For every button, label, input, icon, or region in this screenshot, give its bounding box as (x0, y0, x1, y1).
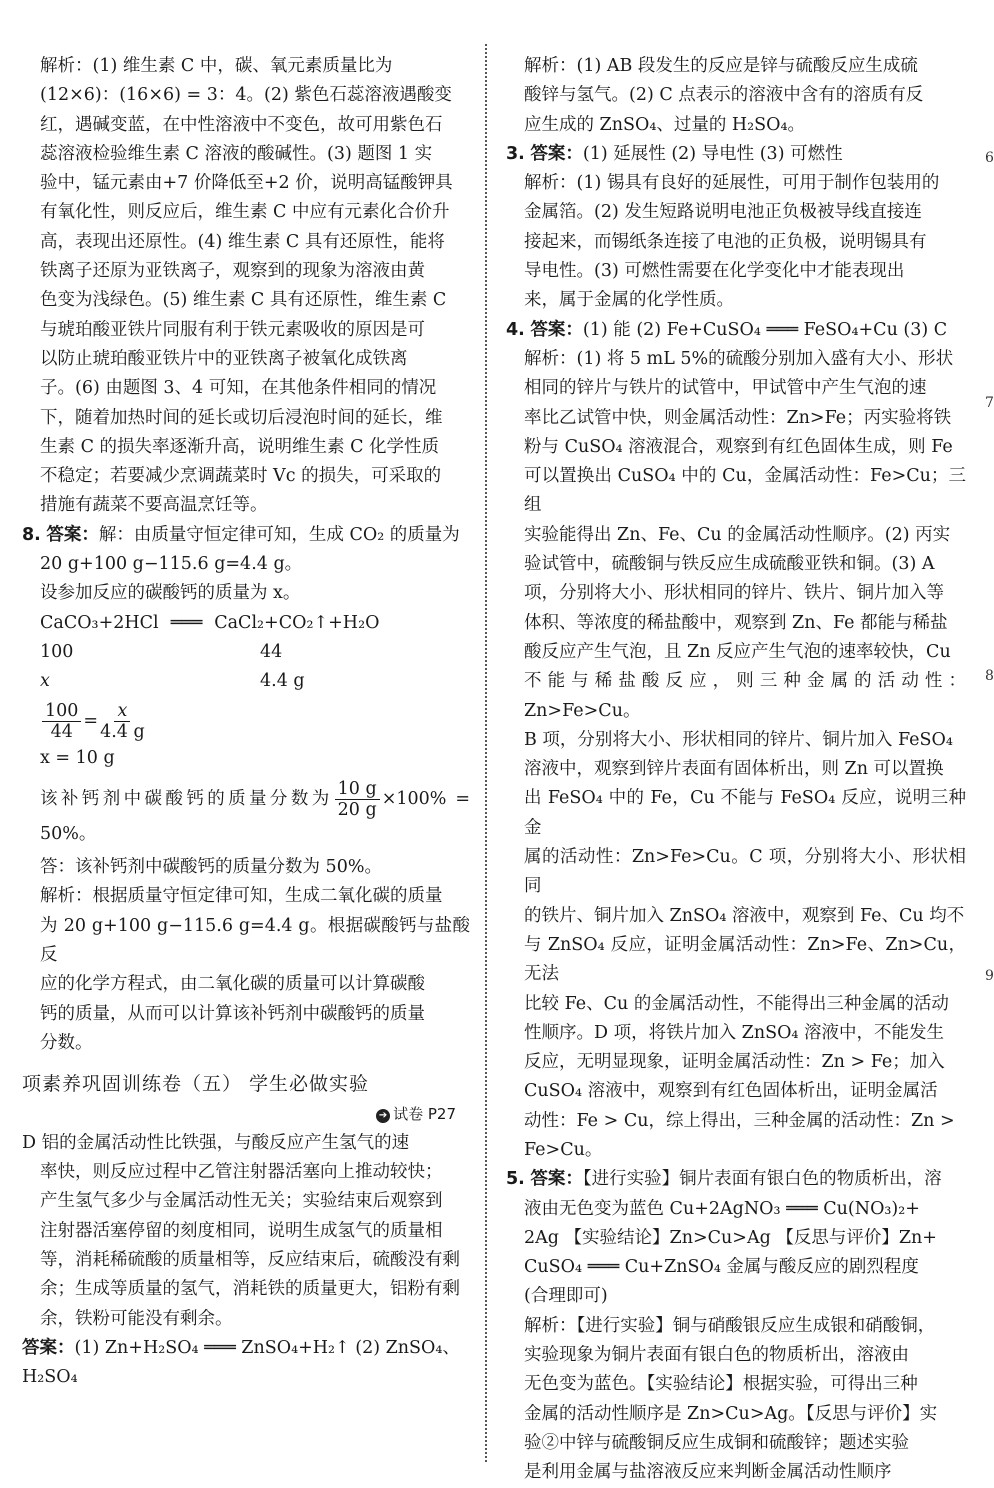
text-line: 与琥珀酸亚铁片同服有利于铁元素吸收的原因是可 (40, 319, 425, 340)
text-line: 溶液中，观察到锌片表面有固体析出，则 Zn 可以置换 (524, 759, 944, 780)
text-line: (12×6)：(16×6) = 3：4。(2) 紫色石蕊溶液遇酸变 (40, 85, 452, 106)
text-line: 实验现象为铜片表面有银白色的物质析出，溶液由 (524, 1345, 909, 1366)
text-line: 措施有蔬菜不要高温烹饪等。 (40, 495, 268, 516)
answer-label: 答案： (530, 319, 583, 340)
text-line: 体积、等浓度的稀盐酸中，观察到 Zn、Fe 都能与稀盐 (524, 612, 948, 633)
text-line: 是利用金属与盐溶液反应来判断金属活动性顺序 (524, 1462, 892, 1483)
numerator: 100 (42, 701, 81, 722)
ratio-formula (22, 701, 470, 742)
text-line: 解析：(1) AB 段发生的反应是锌与硫酸反应生成硫 (524, 56, 918, 76)
denominator: 44 (50, 721, 73, 742)
text-span: ×100% = 50%。 (40, 788, 471, 844)
answer-line (506, 1165, 966, 1194)
page-reference (22, 1100, 456, 1129)
text-line: 生素 C 的损失率逐渐升高，说明维生素 C 化学性质 (40, 436, 440, 457)
right-column (506, 52, 966, 1488)
text-line: (合理即可) (524, 1286, 608, 1307)
text-line: 与 ZnSO₄ 反应，证明金属活动性：Zn>Fe、Zn>Cu，无法 (524, 934, 966, 985)
text-line: 解析：(1) 维生素 C 中，碳、氧元素质量比为 (40, 56, 393, 76)
final-answer: 答：该补钙剂中碳酸钙的质量分数为 50%。 (40, 857, 382, 878)
text-line: 为 20 g+100 g−115.6 g=4.4 g。根据碳酸钙与盐酸反 (40, 915, 470, 966)
text-span: 该补钙剂中碳酸钙的质量分数为 (40, 788, 333, 809)
text-line: 酸锌与氢气。(2) C 点表示的溶液中含有的溶质有反 (524, 85, 924, 106)
text-line: D 铝的金属活动性比铁强，与酸反应产生氢气的速 (22, 1132, 410, 1153)
text-line: Fe>Cu。 (524, 1139, 603, 1160)
answer-label: 答案： (46, 524, 99, 545)
numerator: x (114, 701, 130, 722)
text-line: 性顺序。D 项，将铁片加入 ZnSO₄ 溶液中，不能发生 (524, 1022, 944, 1043)
equation-right: CaCl₂+CO₂↑+H₂O (214, 612, 380, 633)
text-line: B 项，分别将大小、形状相同的锌片、铜片加入 FeSO₄ (524, 729, 953, 750)
equation-left: CaCO₃+2HCl (40, 612, 159, 633)
denominator: 4.4 g (100, 721, 145, 742)
answer-label: 答案： (530, 1169, 583, 1190)
text-line: 解：由质量守恒定律可知，生成 CO₂ 的质量为 (98, 524, 460, 545)
text-line: 粉与 CuSO₄ 溶液混合，观察到有红色固体生成，则 Fe (524, 436, 953, 457)
text-line: 钙的质量，从而可以计算该补钙剂中碳酸钙的质量 (40, 1003, 425, 1024)
mass-value: 100 (40, 641, 74, 662)
numerator: 10 g (335, 779, 380, 800)
denominator: 20 g (337, 799, 377, 820)
text-line: 设参加反应的碳酸钙的质量为 x。 (40, 583, 301, 604)
equation-arrow: ═══ (170, 612, 203, 633)
text-line: 余；生成等质量的氢气，消耗铁的质量更大，铝粉有剩 (40, 1279, 460, 1300)
answer-line (506, 140, 966, 169)
text-span: 【进行实验】铜片表面有银白色的物质析出，溶 (582, 1169, 942, 1190)
question-8 (22, 521, 470, 1058)
text-line: 有氧化性，则反应后，维生素 C 中应有元素化合价升 (40, 202, 450, 223)
question-number: 8. (22, 524, 41, 545)
text-line: 以防止琥珀酸亚铁片中的亚铁离子被氧化成铁离 (40, 348, 408, 369)
text-line: 率快，则反应过程中乙管注射器活塞向上推动较快； (40, 1162, 443, 1183)
text-span: (1) Zn+H₂SO₄ ═══ ZnSO₄+H₂↑ (2) ZnSO₄、 (74, 1337, 460, 1358)
text-line: 导电性。(3) 可燃性需要在化学变化中才能表现出 (524, 261, 905, 282)
question-number: 4. (506, 319, 525, 340)
chemical-equation (22, 609, 470, 638)
edge-number: 7 (985, 395, 994, 411)
text-line: CuSO₄ 溶液中，观察到有红色固体析出，证明金属活 (524, 1081, 938, 1102)
text-line: 蕊溶液检验维生素 C 溶液的酸碱性。(3) 题图 1 实 (40, 143, 433, 164)
text-line: 项，分别将大小、形状相同的锌片、铁片、铜片加入等 (524, 583, 944, 604)
fraction (42, 701, 81, 742)
text-line: 验②中锌与硫酸铜反应生成铜和硫酸锌；题述实验 (524, 1432, 909, 1453)
text-line: 可以置换出 CuSO₄ 中的 Cu，金属活动性：Fe>Cu；三组 (524, 466, 966, 516)
mass-value: 4.4 g (260, 671, 305, 692)
answer-line (506, 316, 966, 345)
text-line: 下，随着加热时间的延长或切后浸泡时间的延长，维 (40, 407, 443, 428)
text-line: 相同的锌片与铁片的试管中，甲试管中产生气泡的速 (524, 378, 927, 399)
text-line: 不能与稀盐酸反应，则三种金属的活动性：Zn>Fe>Cu。 (524, 671, 966, 721)
question-number: 3. (506, 143, 525, 164)
text-line: 的铁片、铜片加入 ZnSO₄ 溶液中，观察到 Fe、Cu 均不 (524, 905, 965, 926)
edge-number: 8 (985, 668, 994, 684)
text-line: H₂SO₄ (22, 1367, 78, 1388)
text-line: 不稳定；若要减少烹调蔬菜时 Vc 的损失，可采取的 (40, 466, 442, 487)
text-line: 解析：(1) 锡具有良好的延展性，可用于制作包装用的 (524, 173, 940, 194)
text-line: 应的化学方程式，由二氧化碳的质量可以计算碳酸 (40, 974, 425, 995)
mass-row-1 (22, 638, 470, 667)
question-4 (506, 316, 966, 1166)
mass-value: 44 (260, 641, 283, 662)
percent-line (22, 779, 470, 849)
text-line: 接起来，而锡纸条连接了电池的正负极，说明锡具有 (524, 231, 927, 252)
edge-number: 9 (985, 968, 994, 984)
arrow-icon: ➔ (376, 1109, 390, 1123)
question-number: 5. (506, 1169, 525, 1190)
text-line: 2Ag 【实验结论】Zn>Cu>Ag 【反思与评价】Zn+ (524, 1227, 937, 1248)
text-line: 子。(6) 由题图 3、4 可知，在其他条件相同的情况 (40, 378, 437, 399)
answer-label: 答案： (530, 143, 583, 164)
text-line: 验中，锰元素由+7 价降低至+2 价，说明高锰酸钾具 (40, 173, 453, 194)
question-5 (506, 1165, 966, 1487)
section-question-1 (22, 1129, 470, 1334)
text-line: 应生成的 ZnSO₄、过量的 H₂SO₄。 (524, 114, 806, 135)
text-line: 来，属于金属的化学性质。 (524, 290, 734, 311)
text-line: 分数。 (40, 1032, 93, 1053)
fraction (100, 701, 145, 742)
vitamin-c-analysis (22, 52, 470, 521)
section-title: 项素养巩固训练卷（五） 学生必做实验 (22, 1073, 370, 1096)
text-line: 金属箔。(2) 发生短路说明电池正负极被导线直接连 (524, 202, 922, 223)
text-line: 铁离子还原为亚铁离子，观察到的现象为溶液由黄 (40, 261, 425, 282)
text-line: 等，消耗稀硫酸的质量相等，反应结束后，硫酸没有剩 (40, 1249, 460, 1270)
left-column (22, 52, 470, 1392)
answer-label: 答案： (22, 1337, 75, 1358)
text-line: 红，遇碱变蓝，在中性溶液中不变色，故可用紫色石 (40, 114, 443, 135)
text-line: 液由无色变为蓝色 Cu+2AgNO₃ ═══ Cu(NO₃)₂+ (524, 1198, 920, 1219)
text-span: (1) 延展性 (2) 导电性 (3) 可燃性 (582, 143, 843, 164)
x-result: x = 10 g (40, 747, 115, 768)
mass-row-2 (22, 667, 470, 696)
text-line: 余，铁粉可能没有剩余。 (40, 1308, 233, 1329)
text-line: 色变为浅绿色。(5) 维生素 C 具有还原性，维生素 C (40, 290, 447, 311)
text-line: 无色变为蓝色。【实验结论】根据实验，可得出三种 (524, 1374, 918, 1395)
column-divider (485, 44, 487, 1462)
fraction (335, 779, 380, 820)
edge-number: 6 (985, 150, 994, 166)
text-line: 反应，无明显现象，证明金属活动性：Zn > Fe；加入 (524, 1052, 945, 1073)
text-line: 率比乙试管中快，则金属活动性：Zn>Fe；丙实验将铁 (524, 407, 952, 428)
text-line: CuSO₄ ═══ Cu+ZnSO₄ 金属与酸反应的剧烈程度 (524, 1257, 919, 1278)
text-line: 产生氢气多少与金属活动性无关；实验结束后观察到 (40, 1191, 443, 1212)
text-line: 酸反应产生气泡，且 Zn 反应产生气泡的速率较快，Cu (524, 641, 951, 662)
text-line: 解析：(1) 将 5 mL 5%的硫酸分别加入盛有大小、形状 (524, 348, 954, 369)
text-line: 出 FeSO₄ 中的 Fe，Cu 不能与 FeSO₄ 反应，说明三种金 (524, 788, 966, 838)
q8-answer-line (22, 521, 470, 550)
text-line: 实验能得出 Zn、Fe、Cu 的金属活动性顺序。(2) 丙实 (524, 524, 951, 545)
question-2-analysis (506, 52, 966, 140)
text-line: 20 g+100 g−115.6 g=4.4 g。 (40, 554, 303, 575)
section-question-2 (22, 1334, 470, 1393)
text-line: 动性：Fe > Cu，综上得出，三种金属的活动性：Zn > (524, 1110, 955, 1131)
question-3 (506, 140, 966, 316)
reference-text: 试卷 P27 (393, 1104, 456, 1123)
text-line: 注射器活塞停留的刻度相同，说明生成氢气的质量相 (40, 1220, 443, 1241)
text-line: 比较 Fe、Cu 的金属活动性，不能得出三种金属的活动 (524, 993, 949, 1014)
text-line: 属的活动性：Zn>Fe>Cu。C 项，分别将大小、形状相同 (524, 847, 966, 897)
equals-sign: = (83, 710, 99, 731)
text-line: 解析：【进行实验】铜与硝酸银反应生成银和硝酸铜， (524, 1315, 936, 1336)
mass-value: x (40, 671, 50, 692)
text-line: 金属的活动性顺序是 Zn>Cu>Ag。【反思与评价】实 (524, 1403, 938, 1424)
text-span: (1) 能 (2) Fe+CuSO₄ ═══ FeSO₄+Cu (3) C (582, 319, 948, 340)
text-line: 验试管中，硫酸铜与铁反应生成硫酸亚铁和铜。(3) A (524, 554, 935, 575)
text-line: 解析：根据质量守恒定律可知，生成二氧化碳的质量 (40, 886, 443, 907)
answer-line (22, 1334, 470, 1363)
text-line: 高，表现出还原性。(4) 维生素 C 具有还原性，能将 (40, 231, 445, 252)
